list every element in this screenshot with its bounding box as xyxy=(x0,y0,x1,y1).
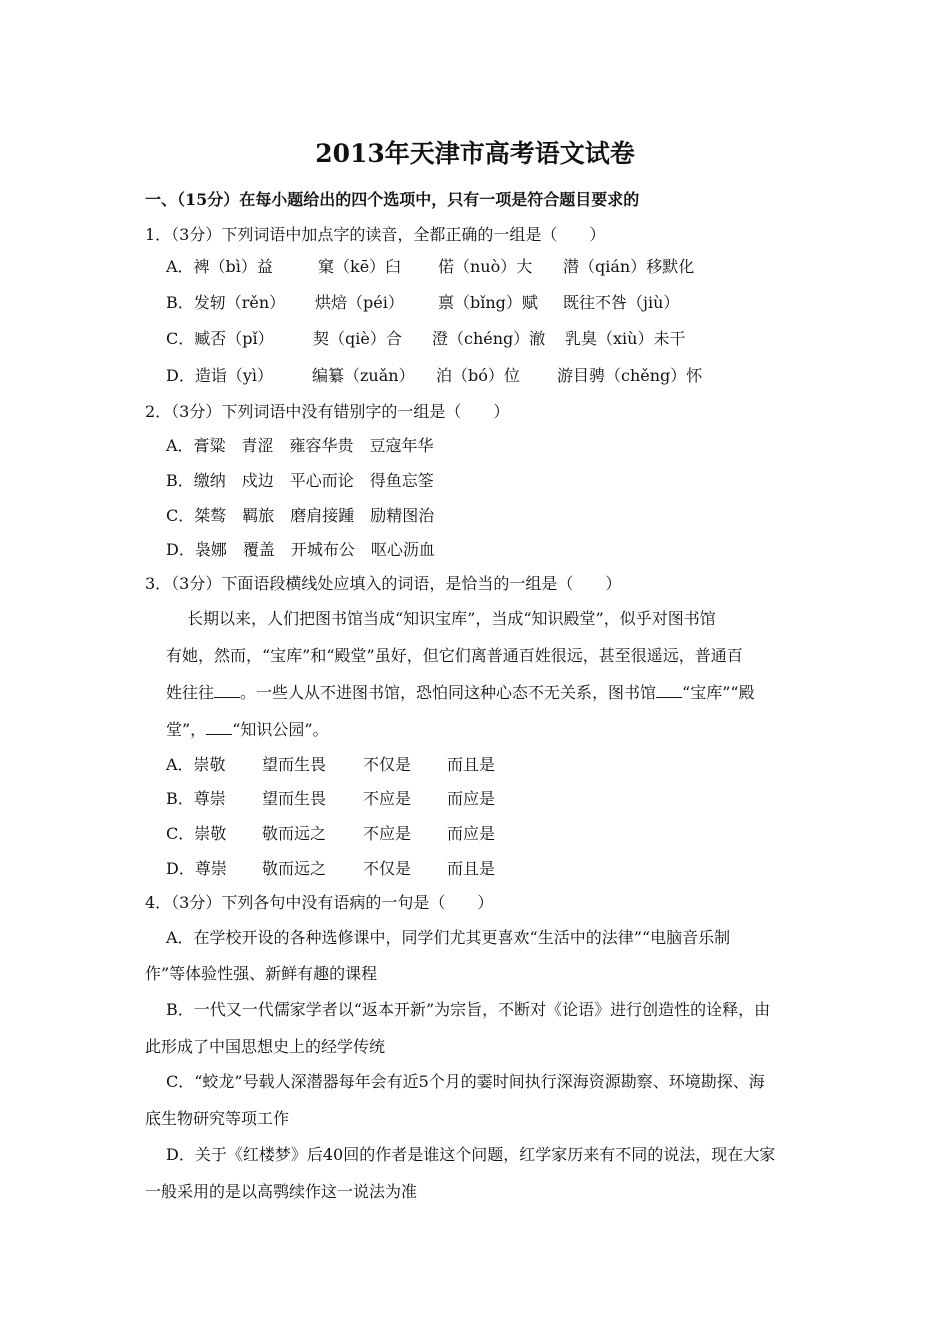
q4-option-d-line-2: 一般采用的是以高鹗续作这一说法为准 xyxy=(145,1182,418,1201)
q1-a-3: 偌（nuò）大 xyxy=(438,257,533,276)
q1-c-2: 契（qiè）合 xyxy=(313,329,402,348)
q3-c-1: C．崇敬 xyxy=(166,824,227,843)
question-2-stem: 2．（3分）下列词语中没有错别字的一组是（ ） xyxy=(145,402,510,421)
question-1-stem: 1．（3分）下列词语中加点字的读音，全都正确的一组是（ ） xyxy=(145,225,606,244)
q3-passage-line-1: 长期以来，人们把图书馆当成“知识宝库”，当成“知识殿堂”，似乎对图书馆 xyxy=(187,609,716,628)
q1-c-3: 澄（chéng）澈 xyxy=(432,329,546,348)
q3-b-4: 而应是 xyxy=(447,789,496,808)
q3-p3-part-b: 。一些人从不进图书馆，恐怕同这种心态不无关系，图书馆 xyxy=(240,683,657,702)
q3-d-1: D．尊崇 xyxy=(166,859,227,878)
q3-passage-line-2: 有她，然而，“宝库”和“殿堂”虽好，但它们离普通百姓很远，甚至很遥远，普通百 xyxy=(166,646,743,665)
q1-c-1: C．臧否（pǐ） xyxy=(166,329,274,348)
q3-c-2: 敬而远之 xyxy=(262,824,327,843)
q3-d-4: 而且是 xyxy=(447,859,496,878)
q1-c-4: 乳臭（xiù）未干 xyxy=(565,329,686,348)
q4-option-a-line-2: 作”等体验性强、新鲜有趣的课程 xyxy=(145,964,378,983)
q2-option-b: B．缴纳 戍边 平心而论 得鱼忘筌 xyxy=(166,471,434,490)
q3-passage-line-3 xyxy=(166,683,755,703)
page-title: 2013年天津市高考语文试卷 xyxy=(315,139,635,168)
q3-passage-line-4 xyxy=(166,720,329,740)
q3-b-2: 望而生畏 xyxy=(262,789,327,808)
q1-a-2: 窠（kē）臼 xyxy=(318,257,402,276)
q1-a-1: A．裨（bì）益 xyxy=(166,257,273,276)
q4-option-b-line-2: 此形成了中国思想史上的经学传统 xyxy=(145,1037,386,1056)
q3-p3-part-c: “宝库”“殿 xyxy=(682,683,755,702)
q3-a-1: A．崇敬 xyxy=(166,755,226,774)
q1-d-3: 泊（bó）位 xyxy=(436,366,520,385)
q1-d-4: 游目骋（chěng）怀 xyxy=(557,366,703,385)
q3-p3-part-a: 姓往往 xyxy=(166,683,215,702)
q1-d-1: D．造诣（yì） xyxy=(166,366,273,385)
q1-b-4: 既往不咎（jiù） xyxy=(563,293,680,312)
q3-b-1: B．尊崇 xyxy=(166,789,226,808)
q4-option-c-line-2: 底生物研究等项工作 xyxy=(145,1109,290,1128)
q1-b-1: B．发轫（rěn） xyxy=(166,293,286,312)
question-3-stem: 3．（3分）下面语段横线处应填入的词语，是恰当的一组是（ ） xyxy=(145,574,622,593)
q2-option-a: A．膏粱 青涩 雍容华贵 豆寇年华 xyxy=(166,436,434,455)
q3-a-4: 而且是 xyxy=(447,755,496,774)
q2-option-d: D．袅娜 覆盖 开城布公 呕心沥血 xyxy=(166,540,435,559)
q1-b-3: 禀（bǐng）赋 xyxy=(438,293,538,312)
q3-c-3: 不应是 xyxy=(363,824,412,843)
q4-option-c-line-1: C．“蛟龙”号载人深潜器每年会有近5个月的霎时间执行深海资源勘察、环境勘探、海 xyxy=(166,1072,765,1091)
q2-option-c: C．桀骜 羁旅 磨肩接踵 励精图治 xyxy=(166,506,435,525)
fill-blank-2 xyxy=(656,683,682,698)
question-4-stem: 4．（3分）下列各句中没有语病的一句是（ ） xyxy=(145,893,494,912)
q3-d-2: 敬而远之 xyxy=(262,859,327,878)
q3-a-2: 望而生畏 xyxy=(262,755,327,774)
q1-b-2: 烘焙（péi） xyxy=(315,293,404,312)
section-heading: 一、（15分）在每小题给出的四个选项中，只有一项是符合题目要求的 xyxy=(145,190,640,209)
q3-c-4: 而应是 xyxy=(447,824,496,843)
q4-option-d-line-1: D．关于《红楼梦》后40回的作者是谁这个问题，红学家历来有不同的说法，现在大家 xyxy=(166,1145,776,1164)
q3-p4-part-a: 堂”， xyxy=(166,720,207,739)
q1-a-4: 潜（qián）移默化 xyxy=(563,257,695,276)
q3-d-3: 不仅是 xyxy=(363,859,412,878)
q3-a-3: 不仅是 xyxy=(363,755,412,774)
fill-blank-1 xyxy=(214,683,240,698)
q4-option-b-line-1: B．一代又一代儒家学者以“返本开新”为宗旨，不断对《论语》进行创造性的诠释，由 xyxy=(166,1000,771,1019)
q1-d-2: 编纂（zuǎn） xyxy=(312,366,415,385)
fill-blank-3 xyxy=(206,720,232,735)
q4-option-a-line-1: A．在学校开设的各种选修课中，同学们尤其更喜欢“生活中的法律”“电脑音乐制 xyxy=(166,928,731,947)
q3-p4-part-b: “知识公园”。 xyxy=(232,720,329,739)
q3-b-3: 不应是 xyxy=(363,789,412,808)
